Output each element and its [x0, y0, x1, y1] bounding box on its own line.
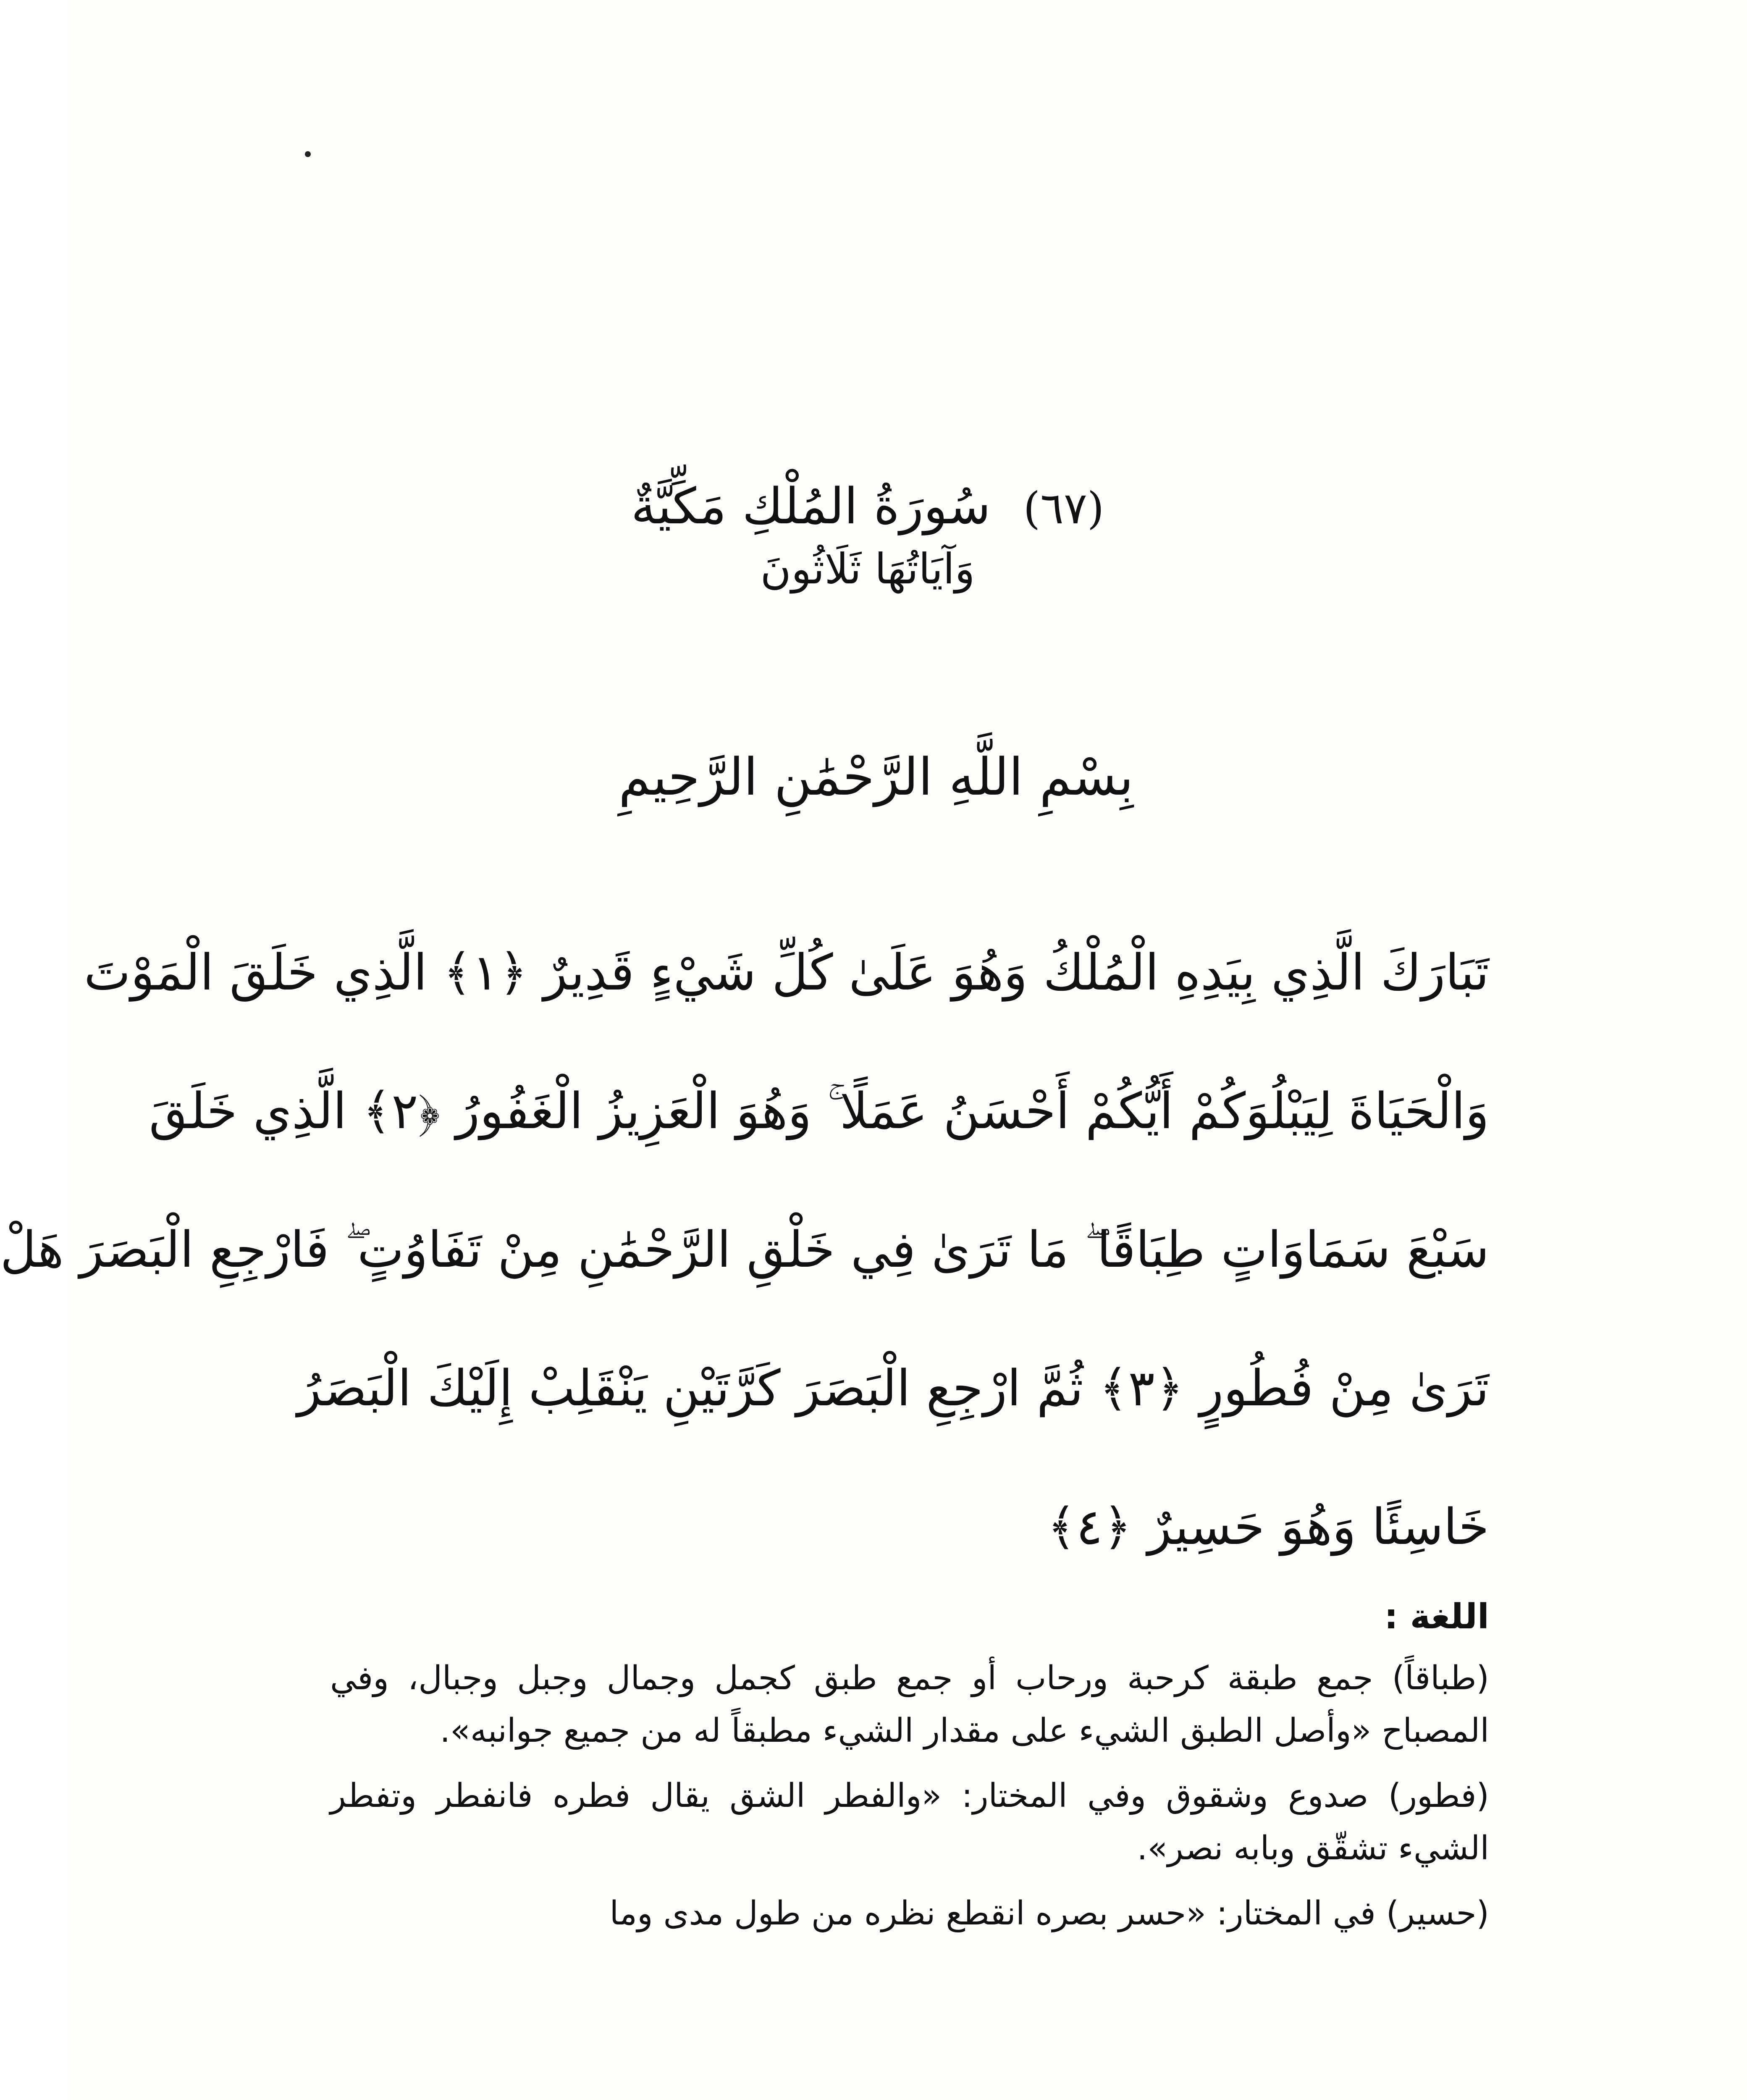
surah-number: (٦٧): [1023, 483, 1104, 534]
commentary-paragraph: (فطور) صدوع وشقوق وفي المختار: «والفطر الشق يقال فطره فانفطر وتفطر الشيء تشقّق وبابه نصر».: [330, 1777, 1489, 1867]
verse-line: وَالْحَيَاةَ لِيَبْلُوَكُمْ أَيُّكُمْ أَحْسَنُ عَمَلًا ۚ وَهُوَ الْعَزِيزُ الْغَفُورُ ﴿٢﴾ الَّذِي خَلَقَ: [149, 1082, 1489, 1140]
surah-header: [532, 475, 1204, 598]
section-heading: اللغة :: [1384, 1597, 1489, 1637]
verse-line: تَبَارَكَ الَّذِي بِيَدِهِ الْمُلْكُ وَهُوَ عَلَىٰ كُلِّ شَيْءٍ قَدِيرٌ ﴿١﴾ الَّذِي خَلَقَ الْمَوْتَ: [84, 943, 1489, 1001]
commentary-section: [330, 1592, 1489, 1953]
ink-speck: [305, 151, 311, 157]
surah-verse-count: وَآيَاتُهَا ثَلَاثُونَ: [760, 544, 975, 593]
verse-line: تَرَىٰ مِنْ فُطُورٍ ﴿٣﴾ ثُمَّ ارْجِعِ الْبَصَرَ كَرَّتَيْنِ يَنْقَلِبْ إِلَيْكَ الْبَصَرُ: [297, 1359, 1489, 1417]
verse-line: خَاسِئًا وَهُوَ حَسِيرٌ ﴿٤﴾: [1047, 1498, 1489, 1556]
commentary-paragraph: (طباقاً) جمع طبقة كرحبة ورحاب أو جمع طبق كجمل وجمال وجبل وجبال، وفي المصباح «وأصل الطبق الشيء على مقدار الشيء مطبقاً له من جميع جوانبه».: [330, 1659, 1489, 1750]
verse-line: سَبْعَ سَمَاوَاتٍ طِبَاقًا ۖ مَا تَرَىٰ فِي خَلْقِ الرَّحْمَٰنِ مِنْ تَفَاوُتٍ ۖ فَارْجِعِ الْبَصَرَ هَلْ: [0, 1221, 1489, 1278]
surah-title-line: [532, 475, 1204, 540]
surah-title: سُورَةُ المُلْكِ مَكِّيَّةٌ: [631, 477, 991, 535]
basmala: بِسْمِ اللَّهِ الرَّحْمَٰنِ الرَّحِيمِ: [618, 747, 1134, 807]
quran-verses: [0, 903, 1489, 1596]
commentary-paragraph: (حسير) في المختار: «حسر بصره انقطع نظره من طول مدى وما: [609, 1895, 1489, 1932]
